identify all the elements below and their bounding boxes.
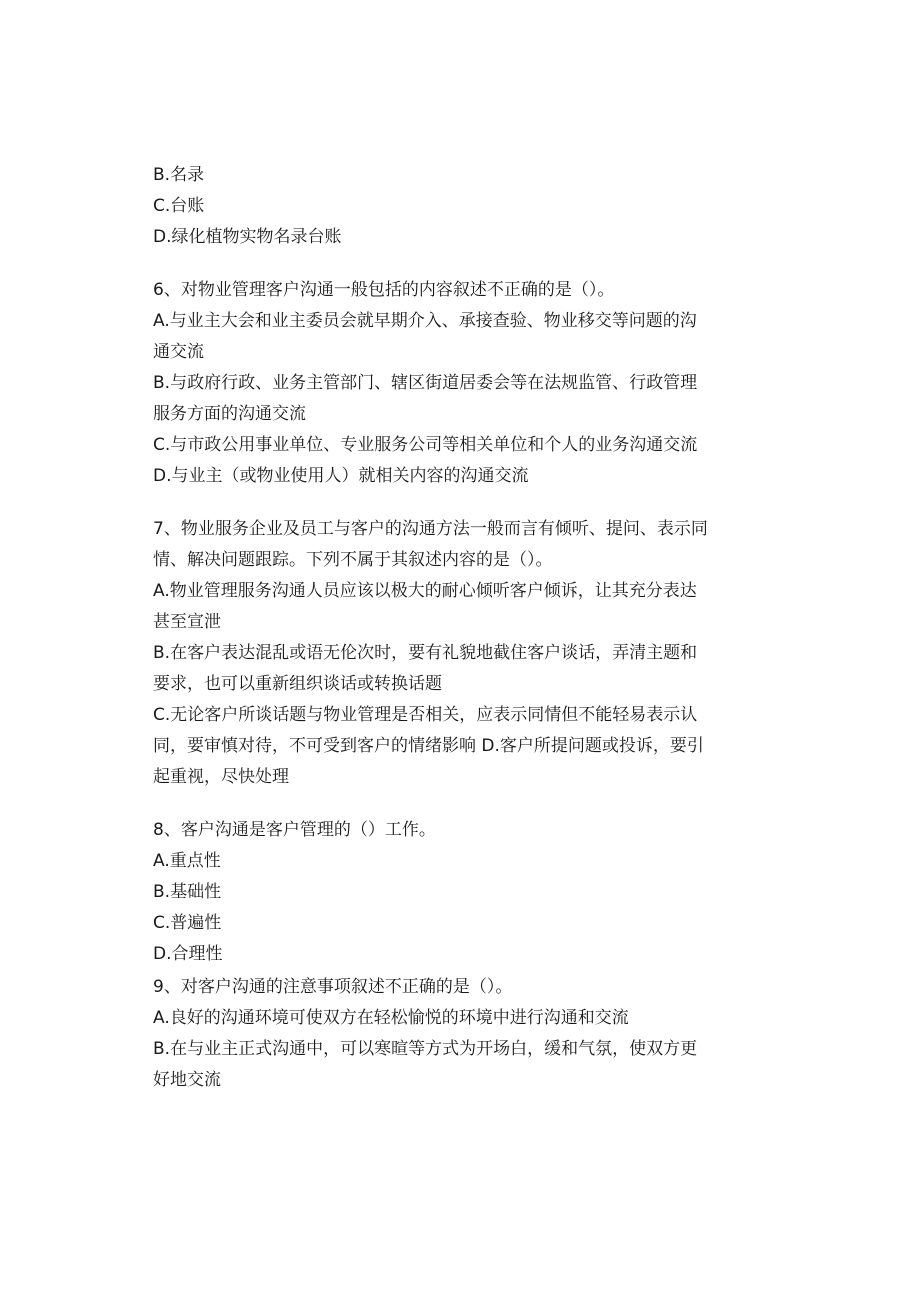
question-stem-line: 情、解决问题跟踪。下列不属于其叙述内容的是（）。 bbox=[153, 550, 553, 570]
option-a bbox=[153, 306, 773, 368]
question-5-options bbox=[153, 160, 773, 253]
option-d bbox=[153, 461, 773, 492]
option-text-line: D.与业主（或物业使用人）就相关内容的沟通交流 bbox=[153, 466, 529, 486]
document-page bbox=[153, 160, 773, 1096]
option-text-line: A.与业主大会和业主委员会就早期介入、承接查验、物业移交等问题的沟 bbox=[153, 311, 697, 331]
option-d: D.合理性 bbox=[153, 944, 223, 964]
option-c-d bbox=[153, 700, 773, 793]
option-text-line: 甚至宣泄 bbox=[153, 612, 221, 632]
option-c: C.台账 bbox=[153, 196, 205, 216]
question-7 bbox=[153, 514, 773, 793]
option-text-line: C.无论客户所谈话题与物业管理是否相关，应表示同情但不能轻易表示认 bbox=[153, 705, 698, 725]
option-text-line: B.在与业主正式沟通中，可以寒暄等方式为开场白，缓和气氛，使双方更 bbox=[153, 1039, 698, 1059]
option-text-line: 通交流 bbox=[153, 342, 204, 362]
question-stem: 8、客户沟通是客户管理的（）工作。 bbox=[153, 820, 436, 840]
option-text-line: A.物业管理服务沟通人员应该以极大的耐心倾听客户倾诉，让其充分表达 bbox=[153, 581, 697, 601]
question-6 bbox=[153, 275, 773, 492]
option-text-line: 起重视，尽快处理 bbox=[153, 767, 289, 787]
question-9 bbox=[153, 972, 773, 1096]
option-b bbox=[153, 1034, 773, 1096]
question-stem-line: 7、物业服务企业及员工与客户的沟通方法一般而言有倾听、提问、表示同 bbox=[153, 519, 708, 539]
option-b: B.基础性 bbox=[153, 882, 222, 902]
option-a: A.重点性 bbox=[153, 851, 221, 871]
option-text-line: C.与市政公用事业单位、专业服务公司等相关单位和个人的业务沟通交流 bbox=[153, 435, 698, 455]
option-text-line: 同，要审慎对待，不可受到客户的情绪影响 D.客户所提问题或投诉，要引 bbox=[153, 736, 704, 756]
option-text-line: 好地交流 bbox=[153, 1070, 221, 1090]
option-a bbox=[153, 576, 773, 638]
option-c bbox=[153, 430, 773, 461]
question-stem: 9、对客户沟通的注意事项叙述不正确的是（）。 bbox=[153, 977, 513, 997]
option-b bbox=[153, 368, 773, 430]
option-text-line: B.与政府行政、业务主管部门、辖区街道居委会等在法规监管、行政管理 bbox=[153, 373, 698, 393]
question-8 bbox=[153, 815, 773, 970]
question-stem: 6、对物业管理客户沟通一般包括的内容叙述不正确的是（）。 bbox=[153, 280, 615, 300]
option-text-line: 服务方面的沟通交流 bbox=[153, 404, 306, 424]
option-text-line: A.良好的沟通环境可使双方在轻松愉悦的环境中进行沟通和交流 bbox=[153, 1008, 629, 1028]
option-d: D.绿化植物实物名录台账 bbox=[153, 227, 342, 247]
option-text-line: 要求，也可以重新组织谈话或转换话题 bbox=[153, 674, 442, 694]
option-b: B.名录 bbox=[153, 165, 205, 185]
option-text-line: B.在客户表达混乱或语无伦次时，要有礼貌地截住客户谈话，弄清主题和 bbox=[153, 643, 698, 663]
option-b bbox=[153, 638, 773, 700]
option-a bbox=[153, 1003, 773, 1034]
option-c: C.普遍性 bbox=[153, 913, 222, 933]
